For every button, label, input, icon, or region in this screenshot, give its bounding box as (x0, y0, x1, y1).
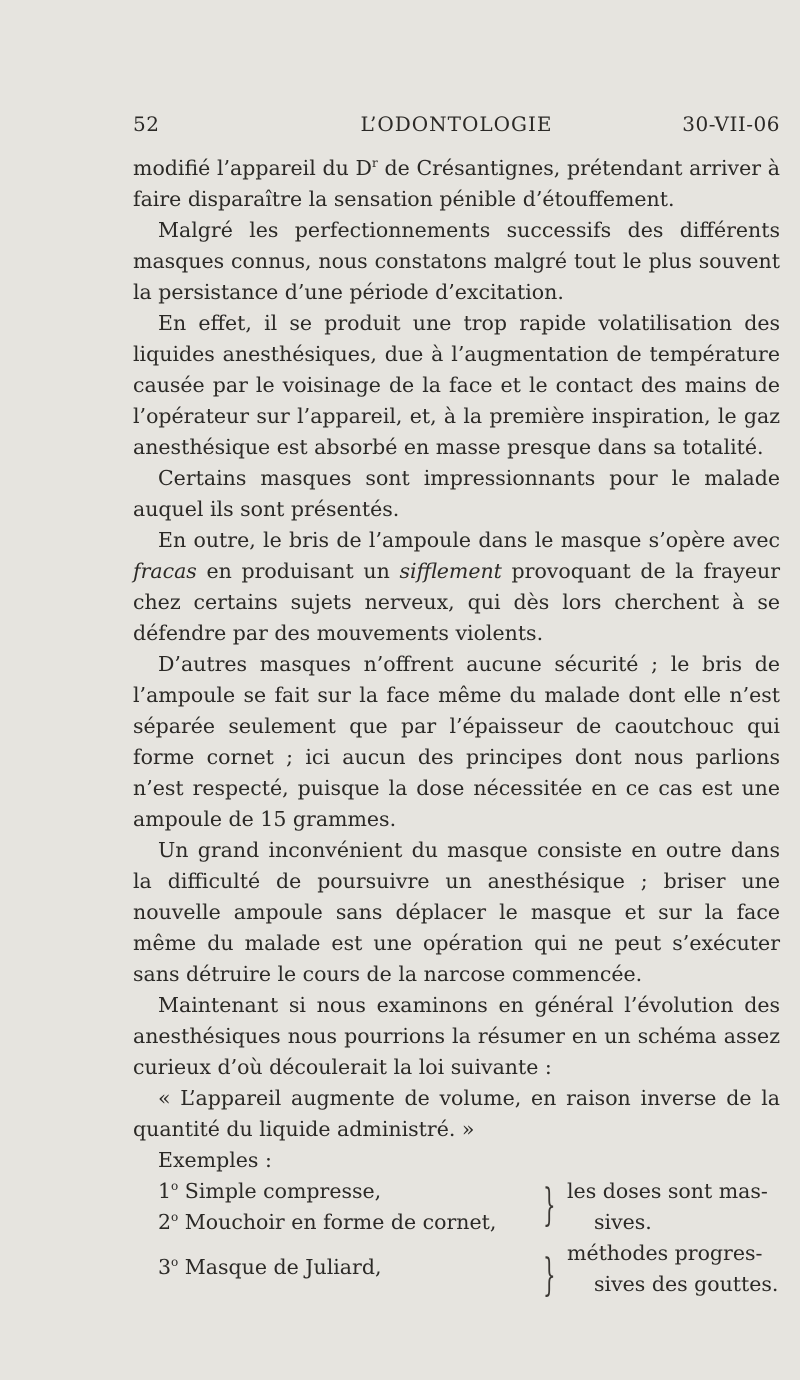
paragraph-6: D’autres masques n’offrent aucune sécurité ; le bris de l’ampoule se fait sur la face même du malade dont elle n’est séparée seulement que par l’épaisseur de caoutchouc qui forme cornet ; ici aucun des principes dont nous parlions n’est respecté, puisque la dose nécessitée en ce cas est une ampoule de 15 grammes. (133, 652, 780, 831)
group-1-line-2: sives. (594, 1210, 652, 1234)
paragraph-3: En effet, il se produit une trop rapide volatilisation des liquides anesthésiques, due à l’augmentation de température causée par le voisinage de la face et le contact des mains de l’opérateur sur l’appareil, et, à la première inspiration, le gaz anesthésique est absorbé en masse presque dans sa totalité. (133, 311, 780, 459)
running-header (133, 112, 780, 146)
examples-list (133, 1176, 780, 1301)
example-1: 1$^o$ Simple compresse, (158, 1179, 382, 1203)
paragraph-8: Maintenant si nous examinons en général l’évolution des anesthésiques nous pourrions la résumer en un schéma assez curieux d’où découlerait la loi suivante : (133, 993, 780, 1079)
journal-title: L’ODONTOLOGIE (360, 112, 553, 136)
quoted-law: « L’appareil augmente de volume, en raison inverse de la quantité du liquide administré. » (133, 1086, 780, 1141)
examples-heading: Exemples : (158, 1148, 272, 1172)
issue-date: 30-VII-06 (682, 112, 780, 136)
group-1-line-1: les doses sont mas- (567, 1179, 768, 1203)
paragraph-4: Certains masques sont impressionnants pour le malade auquel ils sont présentés. (133, 466, 780, 521)
paragraph-7: Un grand inconvénient du masque consiste en outre dans la difficulté de poursuivre un anesthésique ; briser une nouvelle ampoule sans déplacer le masque et sur la face même du malade est une opération qui ne peut s’exécuter sans détruire le cours de la narcose commencée. (133, 838, 780, 986)
group-2-line-2: sives des gouttes. (594, 1272, 779, 1296)
page-number: 52 (133, 112, 160, 136)
paragraph-2: Malgré les perfectionnements successifs des différents masques connus, nous constatons malgré tout le plus souvent la persistance d’une période d’excitation. (133, 218, 780, 304)
brace-icon: } (543, 1180, 556, 1231)
paragraph-5: En outre, le bris de l’ampoule dans le masque s’opère avec fracas en produisant un sifflement provoquant de la frayeur chez certains sujets nerveux, qui dès lors cherchent à se défendre par des mouvements violents. (133, 528, 780, 645)
paragraph-1: modifié l’appareil du $D^r$ de Crésantignes, prétendant arriver à faire disparaître la sensation pénible d’étouffement. (133, 156, 780, 211)
brace-icon: } (543, 1250, 556, 1301)
example-3: 3$^o$ Masque de Juliard, (158, 1255, 382, 1279)
example-2: 2$^o$ Mouchoir en forme de cornet, (158, 1210, 497, 1234)
body-text (133, 153, 780, 1301)
group-2-line-1: méthodes progres- (567, 1241, 763, 1265)
